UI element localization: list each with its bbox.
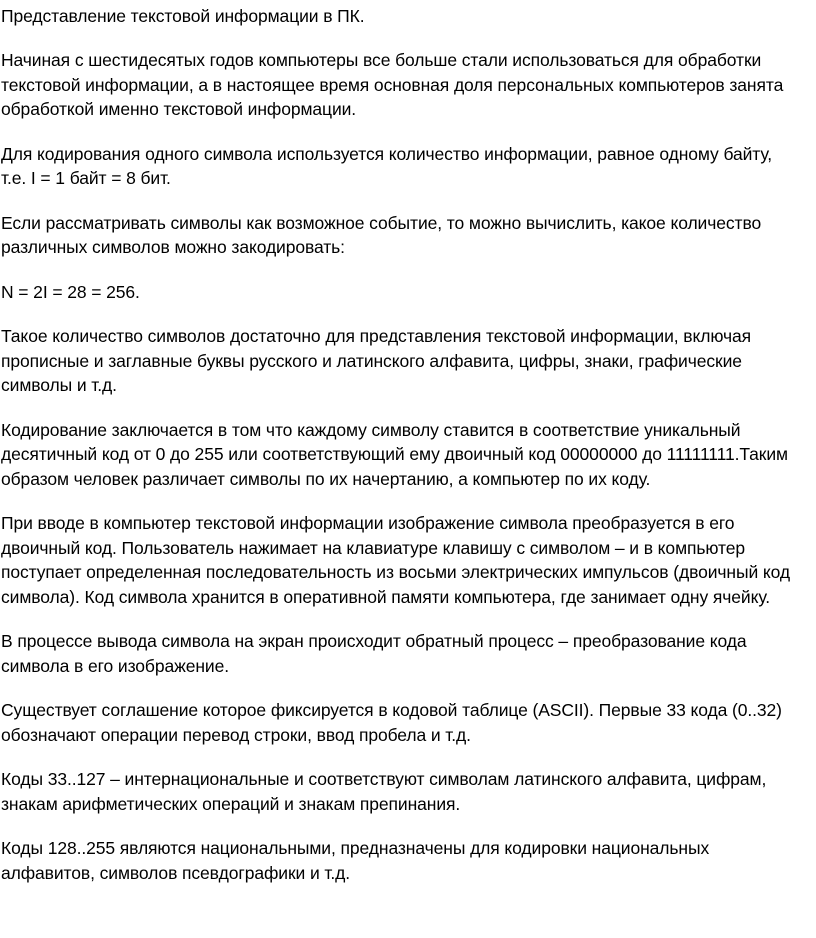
paragraph-formula: N = 2I = 28 = 256. [1, 281, 140, 302]
document-title: Представление текстовой информации в ПК. [1, 6, 365, 26]
paragraph-codes-33-127: Коды 33..127 – интернациональные и соответствуют символам латинского алфавита, цифрам, знакам арифметических операций и знакам препинания. [1, 769, 767, 814]
paragraph-output: В процессе вывода символа на экран происходит обратный процесс – преобразование кода символа в его изображение. [1, 631, 747, 676]
paragraph-byte: Для кодирования одного символа используется количество информации, равное одному байту, т.е. I = 1 байт = 8 бит. [1, 143, 773, 188]
paragraph-codes-128-255: Коды 128..255 являются национальными, предназначены для кодировки национальных алфавитов, символов псевдографики и т.д. [1, 838, 710, 883]
paragraph-input: При вводе в компьютер текстовой информации изображение символа преобразуется в его двоичный код. Пользователь нажимает на клавиатуре клавишу с символом – и в компьютер поступает определенная последовательность из восьми электрических импульсов (двоичный код символа). Код символа хранится в оперативной памяти компьютера, где занимает одну ячейку. [1, 513, 791, 607]
paragraph-ascii: Существует соглашение которое фиксируется в кодовой таблице (ASCII). Первые 33 кода (0..32) обозначают операции перевод строки, ввод пробела и т.д. [1, 700, 782, 745]
paragraph-enough-symbols: Такое количество символов достаточно для представления текстовой информации, включая прописные и заглавные буквы русского и латинского алфавита, цифры, знаки, графические символы и т.д. [1, 326, 752, 395]
paragraph-events: Если рассматривать символы как возможное событие, то можно вычислить, какое количество различных символов можно закодировать: [1, 212, 762, 257]
paragraph-coding: Кодирование заключается в том что каждому символу ставится в соответствие уникальный десятичный код от 0 до 255 или соответствующий ему двоичный код 00000000 до 11111111.Таким образом человек различает символы по их начертанию, а компьютер по их коду. [1, 419, 788, 489]
paragraph-intro: Начиная с шестидесятых годов компьютеры все больше стали использоваться для обработки текстовой информации, а в настоящее время основная доля персональных компьютеров занята обработкой именно текстовой информации. [1, 50, 784, 119]
